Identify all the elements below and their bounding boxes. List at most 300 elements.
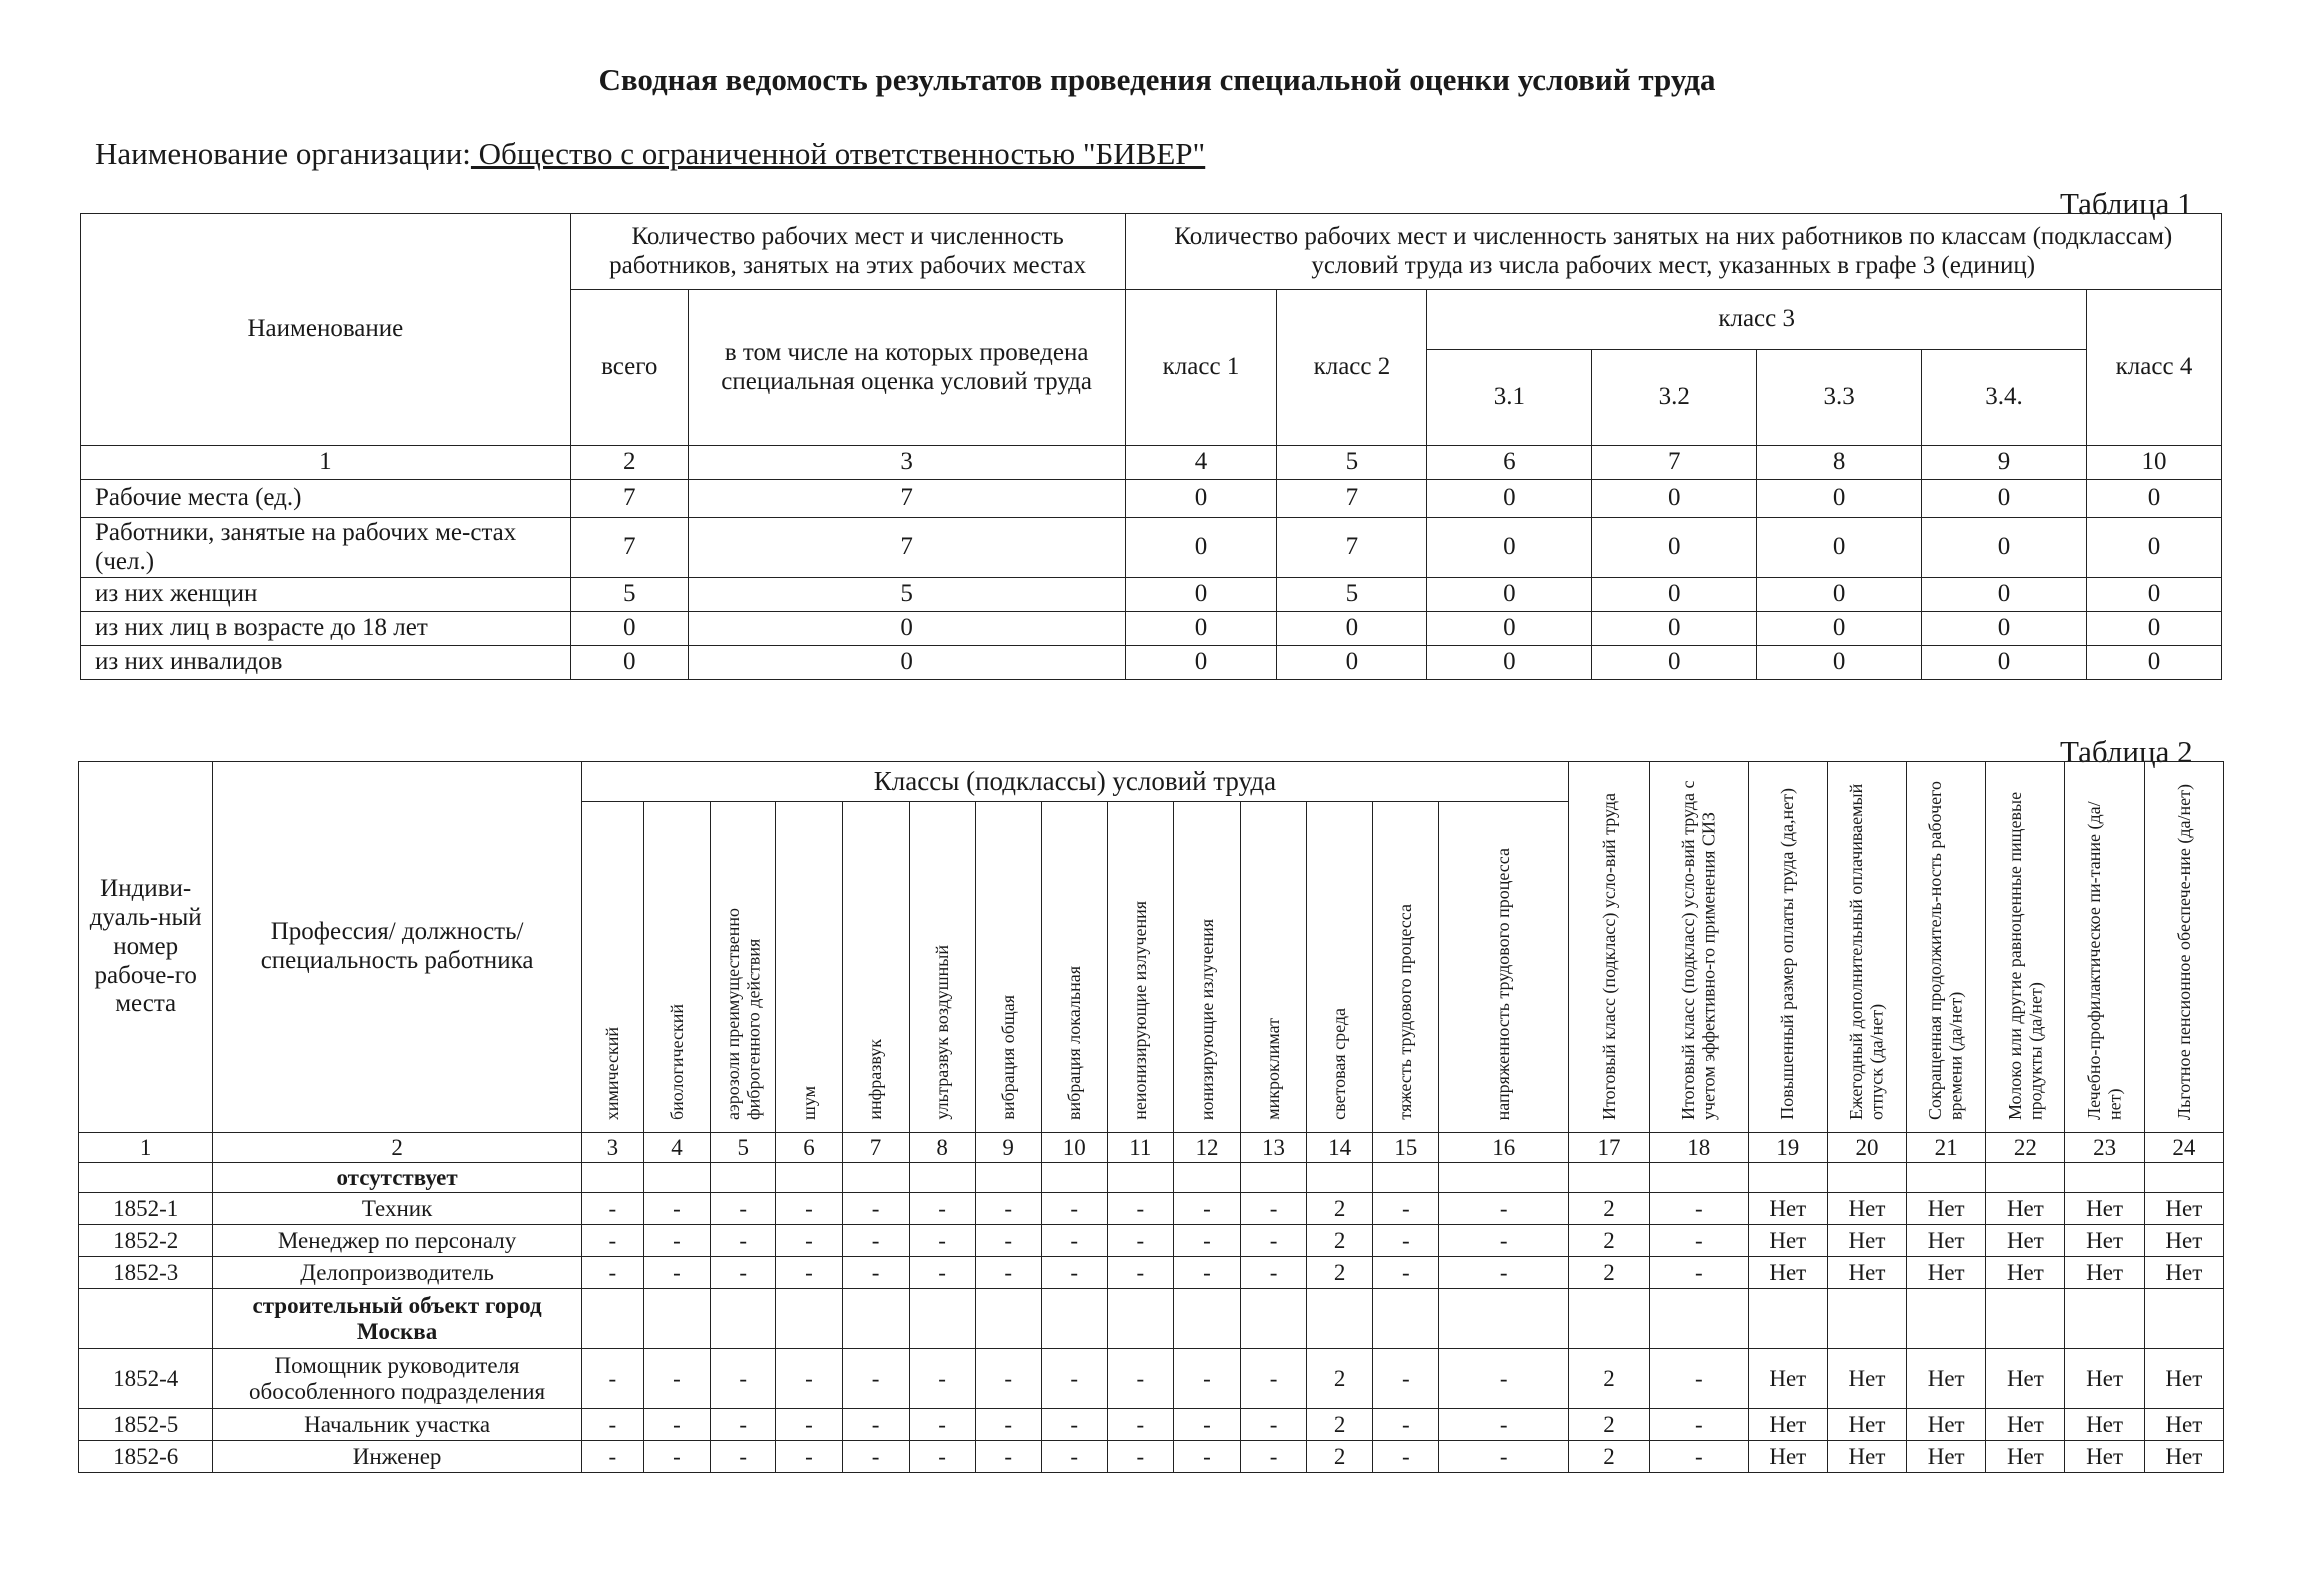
cell-value: - bbox=[1173, 1349, 1240, 1409]
cell-value: 0 bbox=[1427, 612, 1592, 646]
summary-header-text: Итоговый класс (подкласс) усло-вий труда с учетом эффективно-го применения СИЗ bbox=[1678, 780, 1719, 1120]
cell-value: Нет bbox=[1986, 1409, 2065, 1441]
empty-cell bbox=[1569, 1289, 1650, 1349]
header-classes: Классы (подклассы) условий труда bbox=[581, 762, 1568, 802]
empty-cell bbox=[1173, 1163, 1240, 1193]
empty-cell bbox=[1173, 1289, 1240, 1349]
summary-header-text: Сокращенная продолжитель-ность рабочего времени (да/нет) bbox=[1925, 780, 1967, 1120]
cell-value: 2 bbox=[1307, 1257, 1373, 1289]
cell-value: - bbox=[1649, 1193, 1748, 1225]
column-number: 7 bbox=[842, 1133, 909, 1163]
organization-line bbox=[95, 136, 1205, 172]
cell-value: 0 bbox=[2087, 480, 2222, 518]
empty-cell bbox=[1827, 1289, 1906, 1349]
column-number: 9 bbox=[975, 1133, 1041, 1163]
cell-value: Нет bbox=[1827, 1193, 1906, 1225]
table-row bbox=[79, 1257, 2224, 1289]
summary-header-text: Лечебно-профилактическое пи-тание (да/нет) bbox=[2083, 801, 2125, 1120]
column-number: 11 bbox=[1107, 1133, 1173, 1163]
cell-value: - bbox=[1173, 1257, 1240, 1289]
cell-value: Нет bbox=[1986, 1349, 2065, 1409]
cell-value: - bbox=[1041, 1257, 1107, 1289]
cell-value: Нет bbox=[1907, 1225, 1986, 1257]
factor-header bbox=[1307, 802, 1373, 1133]
cell-value: 0 bbox=[1125, 480, 1277, 518]
cell-value: Нет bbox=[1907, 1409, 1986, 1441]
organization-name: Общество с ограниченной ответственностью "БИВЕР" bbox=[470, 136, 1206, 171]
factor-header bbox=[1107, 802, 1173, 1133]
cell-value: - bbox=[776, 1193, 842, 1225]
cell-value: - bbox=[776, 1441, 842, 1473]
factor-header-text: световая среда bbox=[1329, 1008, 1350, 1120]
cell-value: Нет bbox=[2065, 1257, 2144, 1289]
column-number: 15 bbox=[1373, 1133, 1439, 1163]
workplace-id: 1852-4 bbox=[79, 1349, 213, 1409]
factor-header-text: неионизирующие излучения bbox=[1130, 901, 1151, 1120]
profession-name: Инженер bbox=[213, 1441, 581, 1473]
cell-value: - bbox=[842, 1441, 909, 1473]
cell-value: - bbox=[643, 1349, 710, 1409]
cell-value: - bbox=[1373, 1441, 1439, 1473]
column-number: 10 bbox=[2087, 446, 2222, 480]
cell-value: 0 bbox=[1757, 480, 1922, 518]
column-number: 10 bbox=[1041, 1133, 1107, 1163]
summary-header-text: Ежегодный дополнительный оплачиваемый отпуск (да/нет) bbox=[1846, 783, 1887, 1120]
empty-cell bbox=[710, 1289, 776, 1349]
header-class3: класс 3 bbox=[1427, 290, 2087, 350]
cell-value: Нет bbox=[1907, 1441, 1986, 1473]
empty-cell bbox=[2144, 1289, 2223, 1349]
cell-value: 0 bbox=[688, 612, 1125, 646]
factor-header bbox=[1241, 802, 1307, 1133]
cell-value: 0 bbox=[688, 646, 1125, 680]
cell-value: 7 bbox=[1277, 518, 1427, 578]
empty-cell bbox=[1649, 1163, 1748, 1193]
column-number: 20 bbox=[1827, 1133, 1906, 1163]
factor-header bbox=[776, 802, 842, 1133]
cell-value: - bbox=[1439, 1193, 1569, 1225]
cell-value: - bbox=[581, 1193, 643, 1225]
cell-value: - bbox=[710, 1349, 776, 1409]
cell-value: - bbox=[581, 1225, 643, 1257]
cell-value: 0 bbox=[1427, 518, 1592, 578]
empty-cell bbox=[1307, 1163, 1373, 1193]
empty-cell bbox=[2065, 1163, 2144, 1193]
cell-value: 7 bbox=[688, 518, 1125, 578]
cell-value: Нет bbox=[1827, 1225, 1906, 1257]
cell-value: Нет bbox=[1907, 1193, 1986, 1225]
cell-value: - bbox=[1041, 1225, 1107, 1257]
cell-value: Нет bbox=[1986, 1225, 2065, 1257]
section-id-cell bbox=[79, 1163, 213, 1193]
cell-value: - bbox=[975, 1349, 1041, 1409]
empty-cell bbox=[975, 1289, 1041, 1349]
column-number: 1 bbox=[79, 1133, 213, 1163]
section-id-cell bbox=[79, 1289, 213, 1349]
profession-name: Менеджер по персоналу bbox=[213, 1225, 581, 1257]
summary-header bbox=[1986, 762, 2065, 1133]
empty-cell bbox=[643, 1163, 710, 1193]
header-group-a: Количество рабочих мест и численность работников, занятых на этих рабочих местах bbox=[570, 214, 1125, 290]
cell-value: 2 bbox=[1569, 1193, 1650, 1225]
section-row bbox=[79, 1289, 2224, 1349]
cell-value: 2 bbox=[1569, 1257, 1650, 1289]
header-c32: 3.2 bbox=[1592, 350, 1757, 446]
column-number: 6 bbox=[776, 1133, 842, 1163]
empty-cell bbox=[1241, 1163, 1307, 1193]
factor-header bbox=[975, 802, 1041, 1133]
workplace-id: 1852-3 bbox=[79, 1257, 213, 1289]
summary-header bbox=[1748, 762, 1827, 1133]
cell-value: Нет bbox=[2144, 1441, 2223, 1473]
cell-value: - bbox=[842, 1225, 909, 1257]
cell-value: - bbox=[1649, 1441, 1748, 1473]
cell-value: 0 bbox=[1757, 646, 1922, 680]
cell-value: - bbox=[1173, 1409, 1240, 1441]
cell-value: 2 bbox=[1569, 1409, 1650, 1441]
cell-value: 0 bbox=[1757, 612, 1922, 646]
column-number: 1 bbox=[81, 446, 571, 480]
section-row bbox=[79, 1163, 2224, 1193]
cell-value: - bbox=[581, 1409, 643, 1441]
table-row bbox=[81, 612, 2222, 646]
cell-value: 0 bbox=[570, 646, 688, 680]
table-row bbox=[79, 1409, 2224, 1441]
empty-cell bbox=[909, 1163, 975, 1193]
cell-value: - bbox=[909, 1257, 975, 1289]
column-number: 6 bbox=[1427, 446, 1592, 480]
summary-header-text: Молоко или другие равноценные пищевые продукты (да/нет) bbox=[2004, 791, 2046, 1120]
cell-value: - bbox=[1373, 1349, 1439, 1409]
profession-name: Делопроизводитель bbox=[213, 1257, 581, 1289]
header-workplace-id: Индиви-дуаль-ный номер рабоче-го места bbox=[79, 762, 213, 1133]
column-number: 3 bbox=[688, 446, 1125, 480]
cell-value: 0 bbox=[1427, 578, 1592, 612]
factor-header-text: вибрация общая bbox=[997, 995, 1018, 1120]
summary-header bbox=[1827, 762, 1906, 1133]
cell-value: - bbox=[842, 1349, 909, 1409]
workplace-id: 1852-5 bbox=[79, 1409, 213, 1441]
empty-cell bbox=[909, 1289, 975, 1349]
cell-value: - bbox=[776, 1257, 842, 1289]
column-number: 2 bbox=[213, 1133, 581, 1163]
summary-header bbox=[1907, 762, 1986, 1133]
cell-value: - bbox=[1439, 1441, 1569, 1473]
cell-value: Нет bbox=[1907, 1257, 1986, 1289]
cell-value: 7 bbox=[1277, 480, 1427, 518]
header-c34: 3.4. bbox=[1922, 350, 2087, 446]
factor-header bbox=[1439, 802, 1569, 1133]
empty-cell bbox=[1439, 1163, 1569, 1193]
cell-value: - bbox=[1107, 1257, 1173, 1289]
cell-value: Нет bbox=[1986, 1441, 2065, 1473]
summary-header bbox=[2065, 762, 2144, 1133]
cell-value: - bbox=[1241, 1409, 1307, 1441]
summary-table-2 bbox=[78, 761, 2224, 1473]
cell-value: Нет bbox=[1748, 1193, 1827, 1225]
cell-value: 0 bbox=[1427, 646, 1592, 680]
cell-value: - bbox=[1041, 1441, 1107, 1473]
cell-value: 7 bbox=[688, 480, 1125, 518]
factor-header-text: микроклимат bbox=[1263, 1018, 1284, 1120]
cell-value: 2 bbox=[1307, 1409, 1373, 1441]
cell-value: 2 bbox=[1569, 1225, 1650, 1257]
table-row bbox=[81, 646, 2222, 680]
empty-cell bbox=[975, 1163, 1041, 1193]
empty-cell bbox=[643, 1289, 710, 1349]
cell-value: 2 bbox=[1307, 1225, 1373, 1257]
cell-value: - bbox=[1373, 1257, 1439, 1289]
section-title: строительный объект город Москва bbox=[213, 1289, 581, 1349]
profession-name: Начальник участка bbox=[213, 1409, 581, 1441]
column-numbers-row bbox=[79, 1133, 2224, 1163]
cell-value: Нет bbox=[2065, 1225, 2144, 1257]
cell-value: - bbox=[909, 1409, 975, 1441]
cell-value: - bbox=[1107, 1193, 1173, 1225]
cell-value: - bbox=[1173, 1225, 1240, 1257]
cell-value: - bbox=[1041, 1349, 1107, 1409]
profession-name: Помощник руководителя обособленного подразделения bbox=[213, 1349, 581, 1409]
cell-value: Нет bbox=[2065, 1409, 2144, 1441]
empty-cell bbox=[1907, 1163, 1986, 1193]
factor-header-text: шум bbox=[798, 1085, 819, 1120]
cell-value: - bbox=[1241, 1441, 1307, 1473]
cell-value: - bbox=[909, 1225, 975, 1257]
row-label: из них инвалидов bbox=[81, 646, 571, 680]
header-c31: 3.1 bbox=[1427, 350, 1592, 446]
summary-header-text: Итоговый класс (подкласс) усло-вий труда bbox=[1598, 792, 1619, 1120]
cell-value: Нет bbox=[1986, 1193, 2065, 1225]
cell-value: 2 bbox=[1307, 1193, 1373, 1225]
section-title: отсутствует bbox=[213, 1163, 581, 1193]
cell-value: Нет bbox=[2144, 1225, 2223, 1257]
header-class2: класс 2 bbox=[1277, 290, 1427, 446]
cell-value: - bbox=[643, 1225, 710, 1257]
empty-cell bbox=[776, 1163, 842, 1193]
factor-header-text: вибрация локальная bbox=[1063, 965, 1084, 1120]
factor-header-text: химический bbox=[602, 1026, 622, 1120]
cell-value: - bbox=[710, 1225, 776, 1257]
factor-header bbox=[909, 802, 975, 1133]
cell-value: 5 bbox=[570, 578, 688, 612]
column-number: 13 bbox=[1241, 1133, 1307, 1163]
cell-value: - bbox=[909, 1441, 975, 1473]
cell-value: - bbox=[975, 1409, 1041, 1441]
cell-value: - bbox=[1649, 1257, 1748, 1289]
table-row bbox=[79, 1349, 2224, 1409]
cell-value: 7 bbox=[570, 480, 688, 518]
empty-cell bbox=[581, 1289, 643, 1349]
empty-cell bbox=[1986, 1289, 2065, 1349]
factor-header bbox=[1173, 802, 1240, 1133]
column-number: 8 bbox=[1757, 446, 1922, 480]
header-group-b: Количество рабочих мест и численность занятых на них работников по классам (подклассам) условий труда из числа рабочих мест, указанных в графе 3 (единиц) bbox=[1125, 214, 2221, 290]
column-numbers-row bbox=[81, 446, 2222, 480]
cell-value: 2 bbox=[1569, 1441, 1650, 1473]
cell-value: Нет bbox=[1827, 1257, 1906, 1289]
cell-value: - bbox=[1241, 1225, 1307, 1257]
column-number: 14 bbox=[1307, 1133, 1373, 1163]
column-number: 9 bbox=[1922, 446, 2087, 480]
cell-value: - bbox=[581, 1349, 643, 1409]
cell-value: 0 bbox=[2087, 578, 2222, 612]
cell-value: 0 bbox=[1125, 578, 1277, 612]
column-number: 4 bbox=[1125, 446, 1277, 480]
cell-value: 0 bbox=[1277, 612, 1427, 646]
header-profession: Профессия/ должность/ специальность работника bbox=[213, 762, 581, 1133]
cell-value: - bbox=[1107, 1409, 1173, 1441]
table-row bbox=[79, 1441, 2224, 1473]
cell-value: Нет bbox=[1748, 1409, 1827, 1441]
cell-value: 0 bbox=[1922, 518, 2087, 578]
cell-value: - bbox=[1173, 1193, 1240, 1225]
factor-header bbox=[581, 802, 643, 1133]
cell-value: - bbox=[975, 1257, 1041, 1289]
empty-cell bbox=[1649, 1289, 1748, 1349]
cell-value: 0 bbox=[1757, 578, 1922, 612]
cell-value: 0 bbox=[1757, 518, 1922, 578]
empty-cell bbox=[710, 1163, 776, 1193]
cell-value: 0 bbox=[1922, 612, 2087, 646]
table1-caption: Таблица 1 bbox=[2060, 186, 2193, 221]
cell-value: Нет bbox=[2065, 1349, 2144, 1409]
factor-header-text: биологический bbox=[666, 1003, 687, 1120]
summary-header bbox=[1569, 762, 1650, 1133]
cell-value: - bbox=[1439, 1225, 1569, 1257]
factor-header-text: ионизирующие излучения bbox=[1196, 918, 1217, 1120]
cell-value: 0 bbox=[1125, 612, 1277, 646]
header-name: Наименование bbox=[81, 214, 571, 446]
cell-value: - bbox=[1241, 1193, 1307, 1225]
empty-cell bbox=[842, 1289, 909, 1349]
cell-value: Нет bbox=[1748, 1441, 1827, 1473]
cell-value: Нет bbox=[2065, 1193, 2144, 1225]
cell-value: - bbox=[776, 1409, 842, 1441]
cell-value: - bbox=[842, 1257, 909, 1289]
column-number: 4 bbox=[643, 1133, 710, 1163]
cell-value: - bbox=[643, 1193, 710, 1225]
cell-value: - bbox=[1041, 1193, 1107, 1225]
column-number: 2 bbox=[570, 446, 688, 480]
table2-caption: Таблица 2 bbox=[2060, 734, 2193, 769]
empty-cell bbox=[1107, 1289, 1173, 1349]
page-title: Сводная ведомость результатов проведения специальной оценки условий труда bbox=[598, 62, 1716, 97]
row-label: из них лиц в возрасте до 18 лет bbox=[81, 612, 571, 646]
cell-value: 0 bbox=[1922, 480, 2087, 518]
cell-value: 0 bbox=[1592, 518, 1757, 578]
cell-value: Нет bbox=[1986, 1257, 2065, 1289]
cell-value: 0 bbox=[1427, 480, 1592, 518]
column-number: 18 bbox=[1649, 1133, 1748, 1163]
cell-value: 5 bbox=[688, 578, 1125, 612]
cell-value: 0 bbox=[2087, 646, 2222, 680]
cell-value: 0 bbox=[1592, 646, 1757, 680]
organization-label: Наименование организации: bbox=[95, 136, 471, 171]
header-class4: класс 4 bbox=[2087, 290, 2222, 446]
empty-cell bbox=[1041, 1289, 1107, 1349]
empty-cell bbox=[1827, 1163, 1906, 1193]
summary-header-text: Льготное пенсионное обеспече-ние (да/нет) bbox=[2173, 783, 2194, 1120]
cell-value: - bbox=[710, 1193, 776, 1225]
column-number: 8 bbox=[909, 1133, 975, 1163]
cell-value: Нет bbox=[1907, 1349, 1986, 1409]
table-row bbox=[79, 1225, 2224, 1257]
factor-header-text: ультразвук воздушный bbox=[931, 945, 952, 1120]
cell-value: - bbox=[581, 1257, 643, 1289]
cell-value: - bbox=[1173, 1441, 1240, 1473]
cell-value: Нет bbox=[2144, 1349, 2223, 1409]
empty-cell bbox=[2144, 1163, 2223, 1193]
empty-cell bbox=[1041, 1163, 1107, 1193]
cell-value: 0 bbox=[1922, 578, 2087, 612]
factor-header-text: напряженность трудового процесса bbox=[1493, 847, 1514, 1120]
column-number: 21 bbox=[1907, 1133, 1986, 1163]
factor-header bbox=[1373, 802, 1439, 1133]
cell-value: Нет bbox=[1827, 1441, 1906, 1473]
cell-value: 7 bbox=[570, 518, 688, 578]
cell-value: - bbox=[1439, 1257, 1569, 1289]
workplace-id: 1852-2 bbox=[79, 1225, 213, 1257]
table-row bbox=[81, 578, 2222, 612]
cell-value: - bbox=[1649, 1409, 1748, 1441]
factor-header bbox=[643, 802, 710, 1133]
cell-value: Нет bbox=[2065, 1441, 2144, 1473]
empty-cell bbox=[1373, 1289, 1439, 1349]
cell-value: - bbox=[1241, 1349, 1307, 1409]
empty-cell bbox=[1569, 1163, 1650, 1193]
cell-value: Нет bbox=[1827, 1349, 1906, 1409]
cell-value: - bbox=[1041, 1409, 1107, 1441]
cell-value: 0 bbox=[2087, 612, 2222, 646]
cell-value: - bbox=[1439, 1409, 1569, 1441]
cell-value: 5 bbox=[1277, 578, 1427, 612]
cell-value: - bbox=[1373, 1225, 1439, 1257]
cell-value: - bbox=[842, 1409, 909, 1441]
cell-value: - bbox=[975, 1225, 1041, 1257]
cell-value: 0 bbox=[2087, 518, 2222, 578]
cell-value: - bbox=[1439, 1349, 1569, 1409]
factor-header-text: аэрозоли преимущественно фиброгенного действия bbox=[722, 907, 764, 1120]
cell-value: - bbox=[1107, 1441, 1173, 1473]
cell-value: 2 bbox=[1569, 1349, 1650, 1409]
header-c33: 3.3 bbox=[1757, 350, 1922, 446]
factor-header bbox=[842, 802, 909, 1133]
workplace-id: 1852-6 bbox=[79, 1441, 213, 1473]
empty-cell bbox=[1986, 1163, 2065, 1193]
cell-value: Нет bbox=[2144, 1257, 2223, 1289]
cell-value: 0 bbox=[1277, 646, 1427, 680]
cell-value: - bbox=[1649, 1349, 1748, 1409]
column-number: 16 bbox=[1439, 1133, 1569, 1163]
empty-cell bbox=[1241, 1289, 1307, 1349]
row-label: Рабочие места (ед.) bbox=[81, 480, 571, 518]
cell-value: - bbox=[643, 1409, 710, 1441]
factor-header bbox=[710, 802, 776, 1133]
cell-value: - bbox=[710, 1441, 776, 1473]
cell-value: Нет bbox=[1748, 1225, 1827, 1257]
summary-header-text: Повышенный размер оплаты труда (да,нет) bbox=[1777, 788, 1798, 1120]
cell-value: - bbox=[1107, 1225, 1173, 1257]
column-number: 7 bbox=[1592, 446, 1757, 480]
cell-value: Нет bbox=[2144, 1409, 2223, 1441]
empty-cell bbox=[776, 1289, 842, 1349]
header-assessed: в том числе на которых проведена специальная оценка условий труда bbox=[688, 290, 1125, 446]
row-label: из них женщин bbox=[81, 578, 571, 612]
header-total: всего bbox=[570, 290, 688, 446]
column-number: 3 bbox=[581, 1133, 643, 1163]
cell-value: 2 bbox=[1307, 1349, 1373, 1409]
empty-cell bbox=[1373, 1163, 1439, 1193]
